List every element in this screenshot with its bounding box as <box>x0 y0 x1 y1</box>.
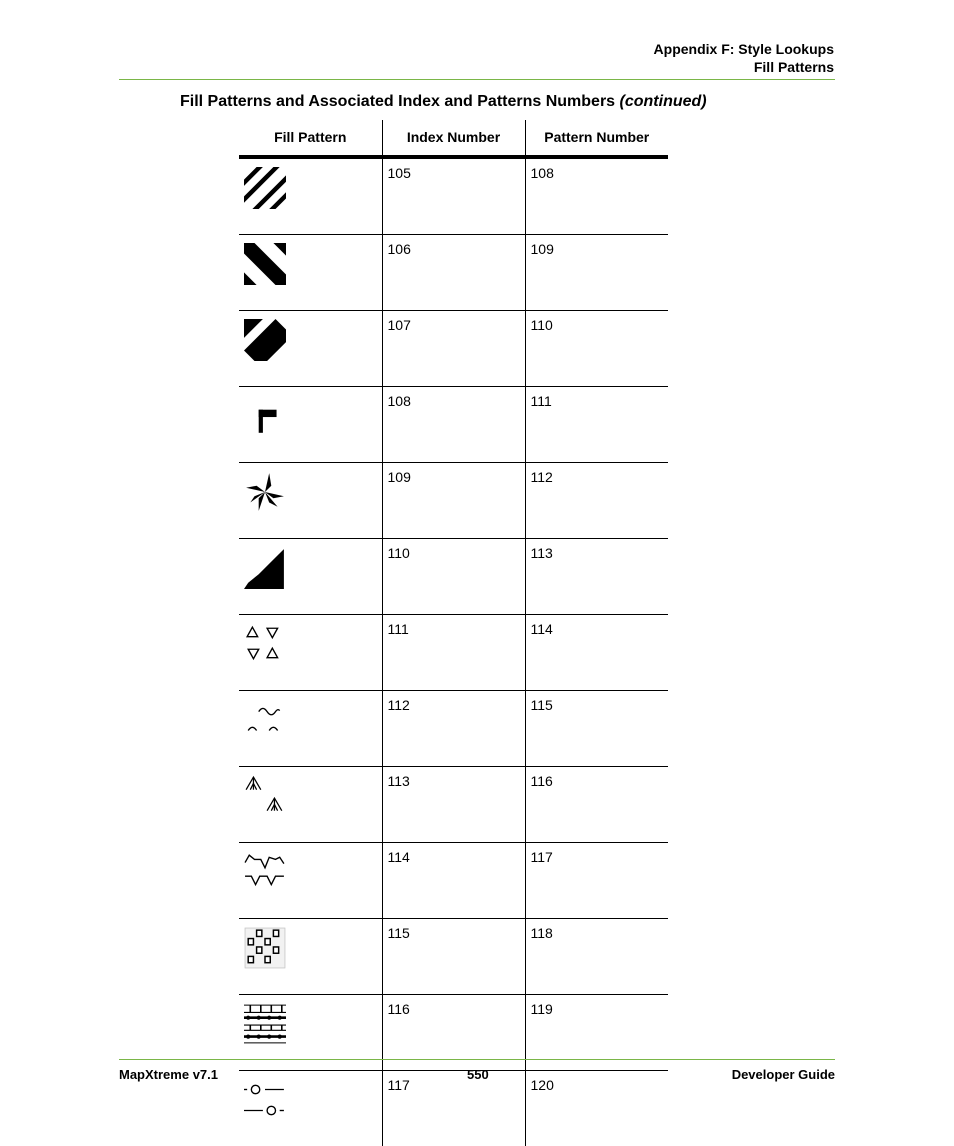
pattern-number-cell: 116 <box>525 767 668 843</box>
index-number-cell: 115 <box>382 919 525 995</box>
footer-page-number: 550 <box>467 1067 489 1082</box>
pattern-number-cell: 114 <box>525 615 668 691</box>
index-number-cell: 109 <box>382 463 525 539</box>
pattern-number-cell: 109 <box>525 235 668 311</box>
index-number-cell: 105 <box>382 157 525 235</box>
table-row <box>239 691 668 767</box>
railroad-lines-pattern-icon <box>244 1003 286 1045</box>
table-row <box>239 311 668 387</box>
column-header-fill-pattern: Fill Pattern <box>239 120 382 157</box>
table-header-row <box>239 120 668 157</box>
pattern-cell <box>239 311 382 387</box>
pattern-cell <box>239 539 382 615</box>
pattern-cell <box>239 615 382 691</box>
index-number-cell: 114 <box>382 843 525 919</box>
index-number-cell: 117 <box>382 1071 525 1146</box>
table-title-continued: (continued) <box>620 93 707 110</box>
circle-line-pattern-icon <box>244 1079 286 1121</box>
corner-bracket-pattern-icon <box>244 395 286 437</box>
pattern-number-cell: 115 <box>525 691 668 767</box>
index-number-cell: 113 <box>382 767 525 843</box>
index-number-cell: 116 <box>382 995 525 1071</box>
footer-product: MapXtreme v7.1 <box>119 1067 218 1082</box>
pattern-number-cell: 112 <box>525 463 668 539</box>
pattern-cell <box>239 767 382 843</box>
header-rule <box>119 79 835 80</box>
pattern-number-cell: 110 <box>525 311 668 387</box>
index-number-cell: 110 <box>382 539 525 615</box>
header-chapter: Appendix F: Style Lookups <box>654 40 834 58</box>
pattern-cell <box>239 157 382 235</box>
pattern-number-cell: 118 <box>525 919 668 995</box>
footer-guide-title: Developer Guide <box>732 1067 835 1082</box>
header-section: Fill Patterns <box>654 58 834 76</box>
column-header-index-number: Index Number <box>382 120 525 157</box>
index-number-cell: 112 <box>382 691 525 767</box>
zigzag-lines-pattern-icon <box>244 851 286 893</box>
index-number-cell: 106 <box>382 235 525 311</box>
table-row <box>239 767 668 843</box>
pattern-cell <box>239 387 382 463</box>
table-row <box>239 157 668 235</box>
right-triangle-pattern-icon <box>244 547 286 589</box>
index-number-cell: 111 <box>382 615 525 691</box>
pattern-number-cell: 119 <box>525 995 668 1071</box>
diagonal-stripes-pattern-icon <box>244 167 286 209</box>
footer-rule <box>119 1059 835 1060</box>
pattern-number-cell: 113 <box>525 539 668 615</box>
waves-pattern-icon <box>244 699 286 741</box>
pattern-cell <box>239 463 382 539</box>
running-header <box>654 40 834 76</box>
pattern-number-cell: 120 <box>525 1071 668 1146</box>
arrowheads-pattern-icon <box>244 775 286 817</box>
pattern-cell <box>239 1071 382 1146</box>
table-title <box>180 93 707 111</box>
table-title-text: Fill Patterns and Associated Index and Patterns Numbers <box>180 93 615 110</box>
pattern-number-cell: 111 <box>525 387 668 463</box>
table-row <box>239 843 668 919</box>
pattern-cell <box>239 691 382 767</box>
pattern-number-cell: 108 <box>525 157 668 235</box>
table-row <box>239 235 668 311</box>
back-diagonal-band-pattern-icon <box>244 243 286 285</box>
checker-squares-pattern-icon <box>244 927 286 969</box>
table-row <box>239 463 668 539</box>
table-row <box>239 1071 668 1146</box>
pattern-cell <box>239 235 382 311</box>
table-row <box>239 919 668 995</box>
fill-patterns-table <box>239 120 668 1146</box>
table-row <box>239 615 668 691</box>
pattern-cell <box>239 919 382 995</box>
index-number-cell: 107 <box>382 311 525 387</box>
table-row <box>239 539 668 615</box>
column-header-pattern-number: Pattern Number <box>525 120 668 157</box>
small-triangles-pattern-icon <box>244 623 286 665</box>
pinwheel-star-pattern-icon <box>244 471 286 513</box>
forward-diagonal-band-pattern-icon <box>244 319 286 361</box>
index-number-cell: 108 <box>382 387 525 463</box>
table-row <box>239 387 668 463</box>
pattern-cell <box>239 843 382 919</box>
pattern-number-cell: 117 <box>525 843 668 919</box>
